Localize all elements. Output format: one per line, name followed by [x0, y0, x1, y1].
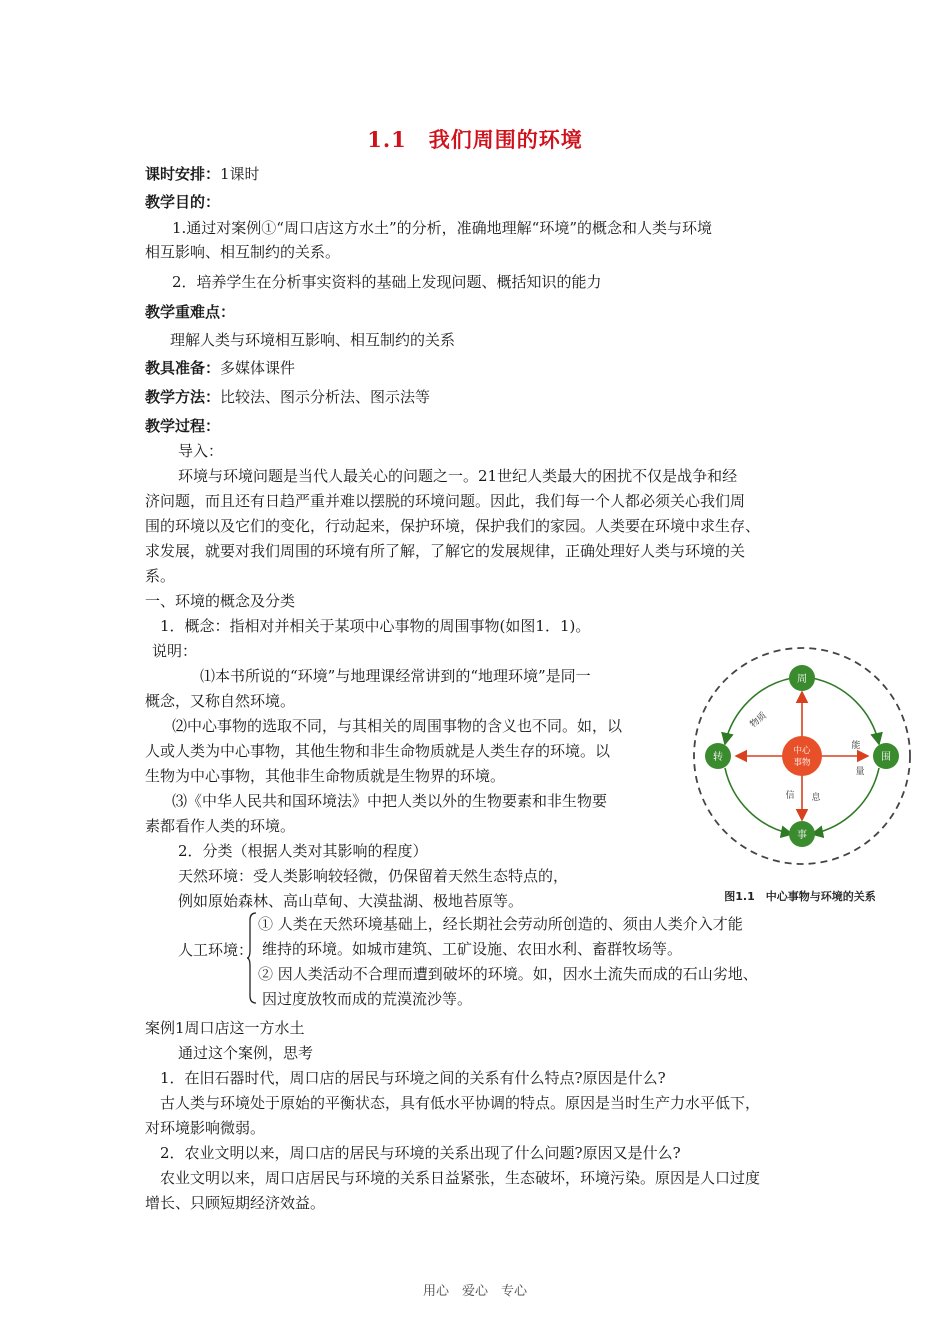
note-line: ⑴本书所说的“环境”与地理课经常讲到的“地理环境”是同一 [200, 667, 591, 685]
center-label: 事物 [793, 758, 811, 768]
note-line: 生物为中心事物，其他非生命物质就是生物界的环境。 [145, 767, 506, 785]
intro-line: 系。 [145, 567, 176, 585]
figure-caption: 图1.1 中心事物与环境的关系 [724, 890, 876, 903]
concept-line: 1．概念：指相对并相关于某项中心事物的周围事物(如图1．1)。 [160, 617, 591, 635]
section-1-heading: 一、环境的概念及分类 [145, 592, 296, 610]
artificial-line: ② 因人类活动不合理而遭到破坏的环境。如，因水土流失而成的石山劣地、 [258, 965, 758, 983]
note-line: ⑵中心事物的选取不同，与其相关的周围事物的含义也不同。如，以 [172, 717, 623, 735]
page-footer: 用心 爱心 专心 [422, 1284, 527, 1299]
cycle-arrow [725, 768, 795, 834]
answer-2-line: 增长、只顾短期经济效益。 [145, 1194, 326, 1212]
tools-label: 教具准备： [145, 359, 221, 377]
node-top-label: 周 [797, 674, 807, 685]
environment-relation-figure [688, 640, 916, 910]
schedule-label: 课时安排： [145, 165, 221, 183]
note-line: ⑶《中华人民共和国环境法》中把人类以外的生物要素和非生物要 [172, 792, 608, 810]
energy-label: 能 [851, 741, 861, 751]
tools-value: 多媒体课件 [220, 359, 296, 377]
tools-row [145, 358, 295, 378]
goal-1-line-1: 1.通过对案例①“周口店这方水土”的分析，准确地理解“环境”的概念和人类与环境 [172, 219, 712, 237]
case-1-heading: 案例1周口店这一方水土 [145, 1019, 305, 1037]
intro-label: 导入： [178, 442, 224, 460]
process-label: 教学过程： [145, 417, 221, 435]
answer-2-line: 农业文明以来，周口店居民与环境的关系日益紧张，生态破坏，环境污染。原因是人口过度 [160, 1169, 761, 1187]
artificial-line: 维持的环境。如城市建筑、工矿设施、农田水利、畜群牧场等。 [262, 940, 683, 958]
curly-brace [247, 912, 257, 1004]
info-label: 息 [811, 793, 821, 803]
key-points-label: 教学重难点： [145, 303, 236, 321]
artificial-line: 因过度放牧而成的荒漠流沙等。 [262, 990, 473, 1008]
natural-line: 例如原始森林、高山草甸、大漠盐湖、极地苔原等。 [178, 892, 524, 910]
artificial-line: ① 人类在天然环境基础上，经长期社会劳动所创造的、须由人类介入才能 [258, 915, 743, 933]
methods-value: 比较法、图示分析法、图示法等 [220, 388, 431, 406]
page-title: 1.1 我们周围的环境 [367, 127, 583, 152]
schedule-value: 1课时 [220, 165, 260, 183]
center-label: 中心 [793, 746, 811, 756]
question-1: 1．在旧石器时代，周口店的居民与环境之间的关系有什么特点?原因是什么? [160, 1069, 666, 1087]
natural-line: 天然环境：受人类影响较轻微，仍保留着天然生态特点的， [178, 867, 569, 885]
goal-2: 2．培养学生在分析事实资料的基础上发现问题、概括知识的能力 [172, 273, 602, 291]
node-right-label: 围 [881, 752, 891, 763]
intro-line: 济问题，而且还有日趋严重并难以摆脱的环境问题。因此，我们每一个人都必须关心我们周 [145, 492, 746, 510]
key-points-value: 理解人类与环境相互影响、相互制约的关系 [170, 331, 456, 349]
case-1-prompt: 通过这个案例，思考 [178, 1044, 314, 1062]
note-line: 人或人类为中心事物，其他生物和非生命物质就是人类生存的环境。以 [145, 742, 611, 760]
methods-row [145, 387, 430, 407]
answer-1-line: 对环境影响微弱。 [145, 1119, 266, 1137]
intro-line: 环境与环境问题是当代人最关心的问题之一。21世纪人类最大的困扰不仅是战争和经 [178, 467, 738, 485]
answer-1-line: 古人类与环境处于原始的平衡状态，具有低水平协调的特点。原因是当时生产力水平低下， [160, 1094, 761, 1112]
note-line: 素都看作人类的环境。 [145, 817, 296, 835]
cycle-arrow [812, 678, 879, 744]
center-node [782, 736, 822, 776]
node-left-label: 转 [713, 752, 723, 763]
note-label: 说明： [152, 642, 198, 660]
schedule-row [145, 164, 260, 184]
matter-label: 物质 [748, 710, 769, 731]
classify-line: 2．分类（根据人类对其影响的程度） [178, 842, 428, 860]
goals-label: 教学目的： [145, 193, 221, 211]
intro-line: 求发展，就要对我们周围的环境有所了解，了解它的发展规律，正确处理好人类与环境的关 [145, 542, 746, 560]
cycle-arrow [812, 768, 879, 834]
methods-label: 教学方法： [145, 388, 221, 406]
note-line: 概念，又称自然环境。 [145, 692, 296, 710]
energy-label: 量 [855, 767, 865, 777]
info-label: 信 [785, 791, 795, 801]
cycle-arrow [725, 678, 792, 744]
node-bottom-label: 事 [797, 830, 807, 841]
intro-line: 围的环境以及它们的变化，行动起来，保护环境，保护我们的家园。人类要在环境中求生存、 [145, 517, 761, 535]
artificial-label: 人工环境： [178, 941, 254, 959]
goal-1-line-2: 相互影响、相互制约的关系。 [145, 243, 341, 261]
question-2: 2．农业文明以来，周口店的居民与环境的关系出现了什么问题?原因又是什么? [160, 1144, 681, 1162]
